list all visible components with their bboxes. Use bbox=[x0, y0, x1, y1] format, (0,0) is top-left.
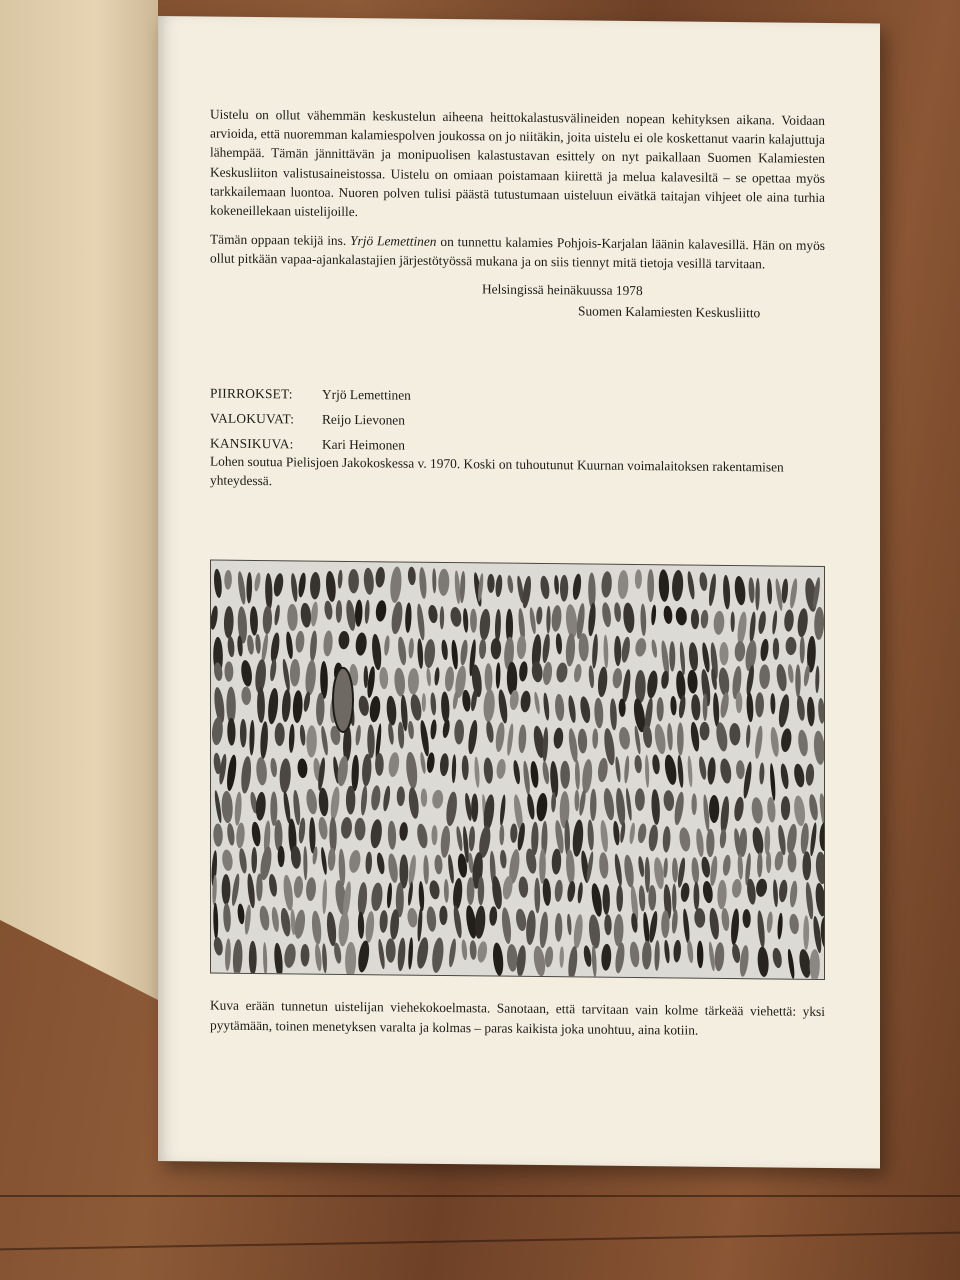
credits-list bbox=[210, 380, 825, 461]
signature-place-date: Helsingissä heinäkuussa 1978 bbox=[482, 281, 643, 298]
author-paragraph bbox=[210, 230, 825, 275]
photo-caption: Kuva erään tunnetun uistelijan viehekokoelmasta. Sanotaan, että tarvitaan vain kolme tärkeää viehettä: yksi pyytämään, toinen menetyksen varalta ja kolmas – paras kaikista joka unohtuu, aina kotiin. bbox=[210, 997, 825, 1038]
page-content bbox=[210, 105, 825, 1042]
author-name: Yrjö Lemettinen bbox=[350, 233, 437, 250]
credit-label: KANSIKUVA: bbox=[210, 435, 294, 452]
lure-collection-image bbox=[211, 560, 824, 978]
author-paragraph-end: on tunnettu kalamies Pohjois-Karjalan läänin kalavesillä. Hän on myös ollut pitkään vapaa-ajankalastajien järjestötyössä mukana ja on siis tiennyt mitä tietoja vesillä tarvitaan. bbox=[210, 234, 826, 272]
credit-label: PIIRROKSET: bbox=[210, 385, 293, 402]
left-page-edge bbox=[0, 0, 158, 1000]
lure-collection-photo bbox=[210, 559, 825, 979]
credit-value: Kari Heimonen bbox=[322, 436, 405, 453]
book-page bbox=[158, 16, 880, 1169]
credit-value: Yrjö Lemettinen bbox=[322, 386, 411, 403]
author-paragraph-start: Tämän oppaan tekijä ins. bbox=[210, 231, 351, 249]
cover-photo-note: Lohen soutua Pielisjoen Jakokoskessa v. 1970. Koski on tuhoutunut Kuurnan voimalaitoksen rakentamisen yhteydessä. bbox=[210, 453, 784, 488]
credit-label: VALOKUVAT: bbox=[210, 410, 295, 427]
credit-value: Reijo Lievonen bbox=[322, 411, 405, 428]
signature-organization: Suomen Kalamiesten Keskusliitto bbox=[578, 303, 761, 320]
intro-paragraph: Uistelu on ollut vähemmän keskustelun aiheena heittokalastusvälineiden nopean kehityksen aikana. Voidaan arvioida, että nuoremman kalamiespolven joukossa on jo niitäkin, joita uistelu ei ole koskettanut vaarin kalajuttuja lähempää. Tämän jännittävän ja monipuolisen kalastustavan esittely on nyt paikallaan Suomen Kalamiesten Keskusliiton valistusaineistossa. Uistelu on omiaan poistamaan kiirettä ja melua kalavesiltä – se opettaa myös tarkkailemaan luontoa. Nuoren polven tulisi päästä tutustumaan uisteluun eivätkä taitajan vihjeet ole aina turhia kokeneillekaan uistelijoille. bbox=[210, 106, 825, 220]
